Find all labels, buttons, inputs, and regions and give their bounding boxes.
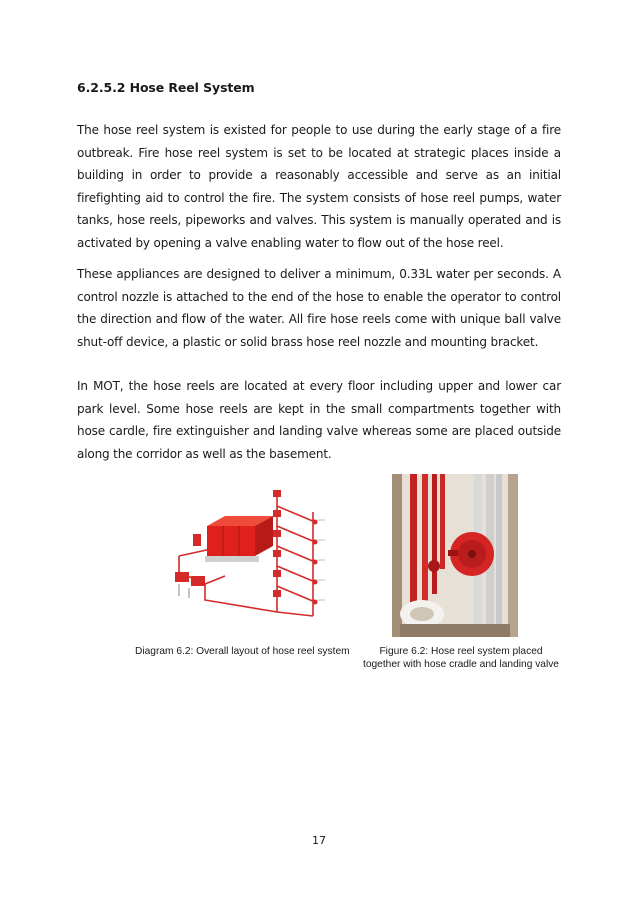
page-number: 17 <box>312 834 326 847</box>
paragraph-appliances: These appliances are designed to deliver a minimum, 0.33L water per seconds. A control nozzle is attached to the end of the hose to enable the operator to control the direction and flow of the water. All fire hose reels come with unique ball valve shut-off device, a plastic or solid brass hose reel nozzle and mounting bracket. <box>77 267 561 349</box>
figure-caption <box>356 645 566 671</box>
paragraph-mot-locations: In MOT, the hose reels are located at every floor including upper and lower car park level. Some hose reels are kept in the small compartments together with hose cardle, fire extinguisher and landing valve whereas some are placed outside along the corridor as well as the basement. <box>77 379 561 461</box>
hose-reel-layout-diagram <box>165 484 355 624</box>
figure-caption-line-1: Figure 6.2: Hose reel system placed <box>379 646 543 657</box>
section-heading: 6.2.5.2 Hose Reel System <box>77 80 255 95</box>
figure-caption-line-2: together with hose cradle and landing valve <box>363 659 559 670</box>
hose-reel-cabinet-photo <box>392 474 518 637</box>
paragraph-intro: The hose reel system is existed for people to use during the early stage of a fire outbreak. Fire hose reel system is set to be located at strategic places inside a building in order to provide a reasonably accessible and serve as an initial firefighting aid to control the fire. The system consists of hose reel pumps, water tanks, hose reels, pipeworks and valves. This system is manually operated and is activated by opening a valve enabling water to flow out of the hose reel. <box>77 123 561 250</box>
diagram-caption: Diagram 6.2: Overall layout of hose reel system <box>135 646 350 657</box>
